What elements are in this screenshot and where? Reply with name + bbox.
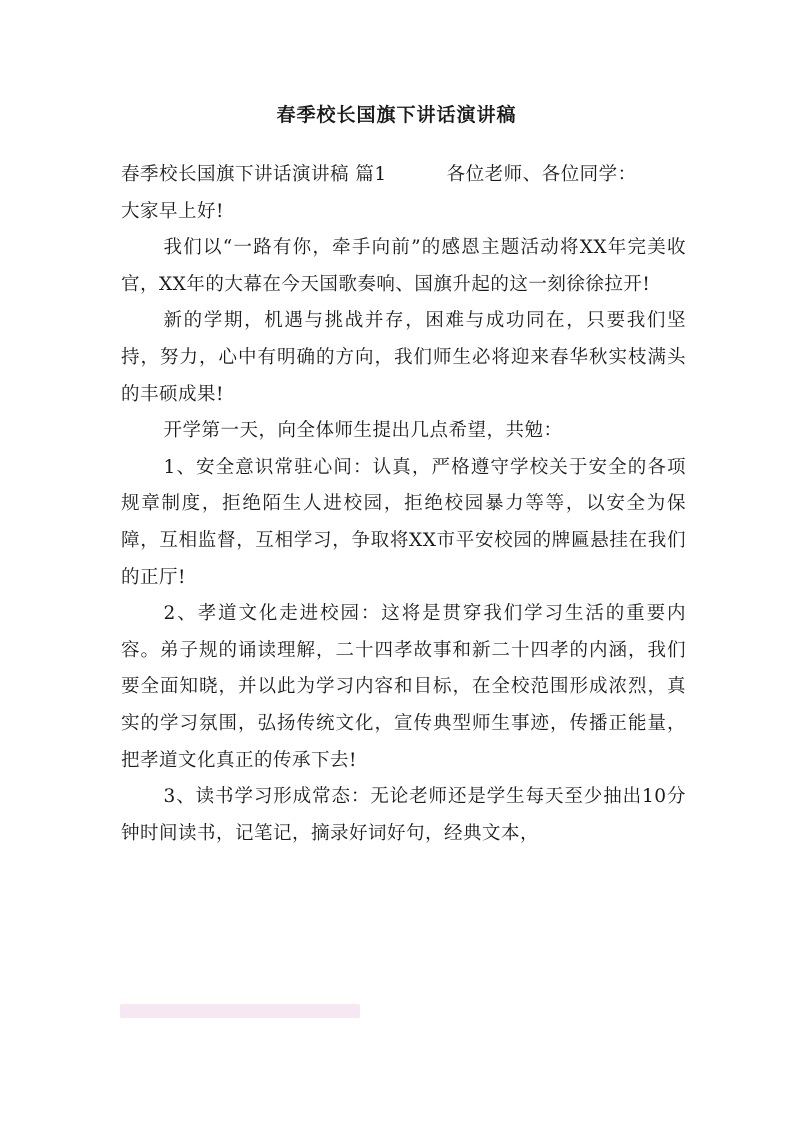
paragraph: 2、孝道文化走进校园：这将是贯穿我们学习生活的重要内容。弟子规的诵读理解，二十四孝故事和新二十四孝的内涵，我们要全面知晓，并以此为学习内容和目标，在全校范围形成浓烈，真实的学习氛围，弘扬传统文化，宣传典型师生事迹，传播正能量，把孝道文化真正的传承下去!: [121, 603, 686, 771]
salutation: 各位老师、各位同学：: [446, 164, 637, 185]
section-heading: 春季校长国旗下讲话演讲稿 篇1: [121, 164, 387, 185]
watermark-bar: [120, 1004, 360, 1018]
document-title: 春季校长国旗下讲话演讲稿: [276, 104, 517, 126]
paragraph: 开学第一天，向全体师生提出几点希望，共勉：: [163, 420, 563, 442]
document-body: [121, 157, 686, 852]
paragraph: 我们以“一路有你，牵手向前”的感恩主题活动将XX年完美收官，XX年的大幕在今天国歌奏响、国旗升起的这一刻徐徐拉开!: [121, 237, 686, 295]
heading-row: [121, 157, 686, 194]
greeting: 大家早上好!: [121, 200, 224, 222]
paragraph: 3、读书学习形成常态：无论老师还是学生每天至少抽出10分钟时间读书，记笔记，摘录好词好句，经典文本，: [121, 786, 686, 844]
paragraph: 新的学期，机遇与挑战并存，困难与成功同在，只要我们坚持，努力，心中有明确的方向，我们师生必将迎来春华秋实枝满头的丰硕成果!: [121, 310, 686, 405]
paragraph: 1、安全意识常驻心间：认真，严格遵守学校关于安全的各项规章制度，拒绝陌生人进校园，拒绝校园暴力等等，以安全为保障，互相监督，互相学习，争取将XX市平安校园的牌匾悬挂在我们的正厅!: [121, 456, 686, 588]
